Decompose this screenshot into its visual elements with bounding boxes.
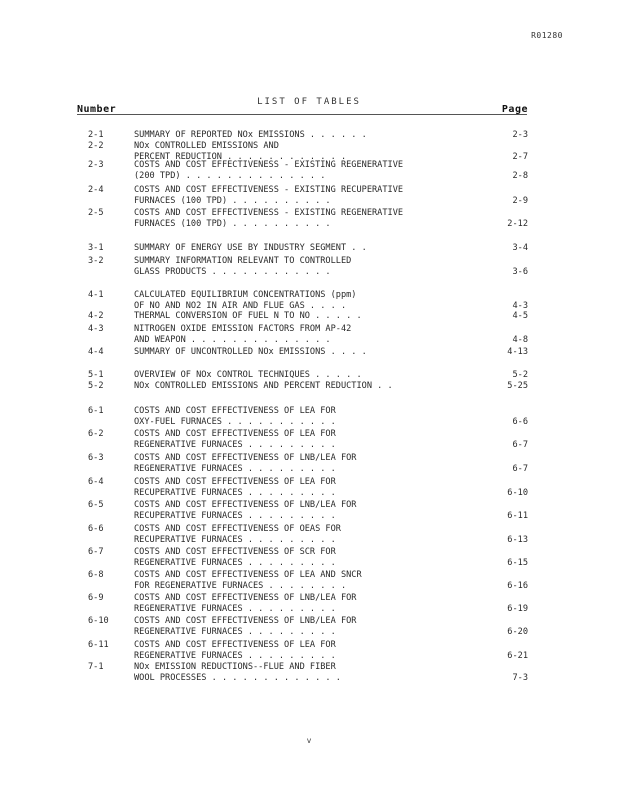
table-number: 6-4	[88, 477, 104, 487]
table-number: 6-2	[88, 429, 104, 439]
table-page-number: 2-9	[512, 196, 528, 206]
table-number: 3-2	[88, 256, 104, 266]
table-title-line: WOOL PROCESSES . . . . . . . . . . . . .	[134, 673, 341, 683]
list-item	[0, 429, 618, 451]
table-title-line: COSTS AND COST EFFECTIVENESS OF SCR FOR	[134, 547, 336, 557]
table-page-number: 6-10	[507, 488, 528, 498]
list-item	[0, 243, 618, 254]
list-item	[0, 347, 618, 358]
table-page-number: 6-15	[507, 558, 528, 568]
table-title-line: COSTS AND COST EFFECTIVENESS OF LEA FOR	[134, 477, 336, 487]
table-number: 4-1	[88, 290, 104, 300]
table-page-number: 5-25	[507, 381, 528, 391]
table-title-line: COSTS AND COST EFFECTIVENESS OF LEA AND SNCR	[134, 570, 362, 580]
table-title-line: COSTS AND COST EFFECTIVENESS OF LNB/LEA FOR	[134, 453, 357, 463]
list-item	[0, 324, 618, 346]
table-title-line: FURNACES (100 TPD) . . . . . . . . . .	[134, 196, 331, 206]
list-item	[0, 370, 618, 381]
table-number: 5-2	[88, 381, 104, 391]
table-page-number: 2-3	[512, 130, 528, 140]
list-item	[0, 570, 618, 592]
list-item	[0, 160, 618, 182]
list-item	[0, 406, 618, 428]
table-page-number: 6-13	[507, 535, 528, 545]
table-title-line: REGENERATIVE FURNACES . . . . . . . . .	[134, 464, 336, 474]
table-title-line: SUMMARY OF ENERGY USE BY INDUSTRY SEGMENT . .	[134, 243, 367, 253]
table-page-number: 2-7	[512, 152, 528, 162]
list-item	[0, 524, 618, 546]
list-item	[0, 640, 618, 662]
table-number: 2-3	[88, 160, 104, 170]
table-title-line: FOR REGENERATIVE FURNACES . . . . . . . .	[134, 581, 347, 591]
list-item	[0, 130, 618, 141]
table-page-number: 6-7	[512, 440, 528, 450]
list-item	[0, 256, 618, 278]
number-column-header: Number	[77, 104, 117, 115]
table-page-number: 3-6	[512, 267, 528, 277]
table-title-line: COSTS AND COST EFFECTIVENESS OF LEA FOR	[134, 640, 336, 650]
table-page-number: 6-20	[507, 627, 528, 637]
table-page-number: 5-2	[512, 370, 528, 380]
header-rule	[77, 114, 527, 115]
table-page-number: 3-4	[512, 243, 528, 253]
list-item	[0, 381, 618, 392]
table-page-number: 4-5	[512, 311, 528, 321]
table-title-line: OVERVIEW OF NOx CONTROL TECHNIQUES . . . . .	[134, 370, 362, 380]
table-number: 2-4	[88, 185, 104, 195]
table-title-line: FURNACES (100 TPD) . . . . . . . . . .	[134, 219, 331, 229]
list-item	[0, 208, 618, 230]
list-item	[0, 185, 618, 207]
table-title-line: COSTS AND COST EFFECTIVENESS OF LEA FOR	[134, 406, 336, 416]
table-title-line: COSTS AND COST EFFECTIVENESS - EXISTING RECUPERATIVE	[134, 185, 404, 195]
table-title-line: COSTS AND COST EFFECTIVENESS - EXISTING REGENERATIVE	[134, 208, 404, 218]
table-title-line: REGENERATIVE FURNACES . . . . . . . . .	[134, 440, 336, 450]
table-title-line: PERCENT REDUCTION . . . . . . . . . . . .	[134, 152, 347, 162]
table-title-line: COSTS AND COST EFFECTIVENESS - EXISTING REGENERATIVE	[134, 160, 404, 170]
table-number: 6-1	[88, 406, 104, 416]
table-title-line: OF NO AND NO2 IN AIR AND FLUE GAS . . . .	[134, 301, 347, 311]
table-title-line: OXY-FUEL FURNACES . . . . . . . . . . .	[134, 417, 336, 427]
table-title-line: SUMMARY OF REPORTED NOx EMISSIONS . . . . . .	[134, 130, 367, 140]
table-title-line: NOx CONTROLLED EMISSIONS AND PERCENT REDUCTION . .	[134, 381, 393, 391]
table-number: 6-10	[88, 616, 109, 626]
list-item	[0, 500, 618, 522]
table-number: 2-5	[88, 208, 104, 218]
table-page-number: 2-12	[507, 219, 528, 229]
list-item	[0, 453, 618, 475]
table-title-line: NOx EMISSION REDUCTIONS--FLUE AND FIBER	[134, 662, 336, 672]
table-page-number: 6-11	[507, 511, 528, 521]
table-title-line: NOx CONTROLLED EMISSIONS AND	[134, 141, 279, 151]
list-item	[0, 311, 618, 322]
table-number: 4-2	[88, 311, 104, 321]
table-title-line: THERMAL CONVERSION OF FUEL N TO NO . . . . .	[134, 311, 362, 321]
list-item	[0, 662, 618, 684]
table-title-line: NITROGEN OXIDE EMISSION FACTORS FROM AP-42	[134, 324, 352, 334]
table-number: 6-7	[88, 547, 104, 557]
table-title-line: REGENERATIVE FURNACES . . . . . . . . .	[134, 558, 336, 568]
page-column-header: Page	[501, 104, 528, 115]
table-title-line: COSTS AND COST EFFECTIVENESS OF LEA FOR	[134, 429, 336, 439]
table-title-line: SUMMARY OF UNCONTROLLED NOx EMISSIONS . . . .	[134, 347, 367, 357]
table-page-number: 4-8	[512, 335, 528, 345]
table-number: 5-1	[88, 370, 104, 380]
table-title-line: SUMMARY INFORMATION RELEVANT TO CONTROLLED	[134, 256, 352, 266]
table-title-line: COSTS AND COST EFFECTIVENESS OF LNB/LEA FOR	[134, 593, 357, 603]
table-number: 6-3	[88, 453, 104, 463]
table-number: 6-8	[88, 570, 104, 580]
list-item	[0, 616, 618, 638]
list-item	[0, 290, 618, 312]
table-page-number: 4-3	[512, 301, 528, 311]
table-title-line: CALCULATED EQUILIBRIUM CONCENTRATIONS (ppm)	[134, 290, 357, 300]
table-number: 4-4	[88, 347, 104, 357]
table-title-line: GLASS PRODUCTS . . . . . . . . . . . .	[134, 267, 331, 277]
table-page-number: 2-8	[512, 171, 528, 181]
table-page-number: 6-7	[512, 464, 528, 474]
table-page-number: 6-19	[507, 604, 528, 614]
table-page-number: 4-13	[507, 347, 528, 357]
table-title-line: AND WEAPON . . . . . . . . . . . . . .	[134, 335, 331, 345]
table-number: 6-5	[88, 500, 104, 510]
table-title-line: (200 TPD) . . . . . . . . . . . . . .	[134, 171, 326, 181]
table-number: 6-9	[88, 593, 104, 603]
list-item	[0, 547, 618, 569]
table-number: 6-11	[88, 640, 109, 650]
table-number: 2-2	[88, 141, 104, 151]
table-title-line: RECUPERATIVE FURNACES . . . . . . . . .	[134, 535, 336, 545]
table-title-line: COSTS AND COST EFFECTIVENESS OF LNB/LEA FOR	[134, 500, 357, 510]
table-page-number: 6-21	[507, 651, 528, 661]
table-title-line: RECUPERATIVE FURNACES . . . . . . . . .	[134, 511, 336, 521]
table-number: 6-6	[88, 524, 104, 534]
table-number: 7-1	[88, 662, 104, 672]
list-item	[0, 593, 618, 615]
document-id: R01280	[531, 31, 563, 40]
table-page-number: 7-3	[512, 673, 528, 683]
list-item	[0, 477, 618, 499]
table-title-line: REGENERATIVE FURNACES . . . . . . . . .	[134, 627, 336, 637]
table-title-line: COSTS AND COST EFFECTIVENESS OF OEAS FOR	[134, 524, 341, 534]
table-page-number: 6-6	[512, 417, 528, 427]
page-folio: v	[306, 736, 312, 745]
table-title-line: RECUPERATIVE FURNACES . . . . . . . . .	[134, 488, 336, 498]
table-title-line: REGENERATIVE FURNACES . . . . . . . . .	[134, 604, 336, 614]
table-title-line: COSTS AND COST EFFECTIVENESS OF LNB/LEA FOR	[134, 616, 357, 626]
table-title-line: REGENERATIVE FURNACES . . . . . . . . .	[134, 651, 336, 661]
page-title: LIST OF TABLES	[257, 97, 361, 107]
table-number: 2-1	[88, 130, 104, 140]
table-number: 4-3	[88, 324, 104, 334]
table-page-number: 6-16	[507, 581, 528, 591]
table-number: 3-1	[88, 243, 104, 253]
